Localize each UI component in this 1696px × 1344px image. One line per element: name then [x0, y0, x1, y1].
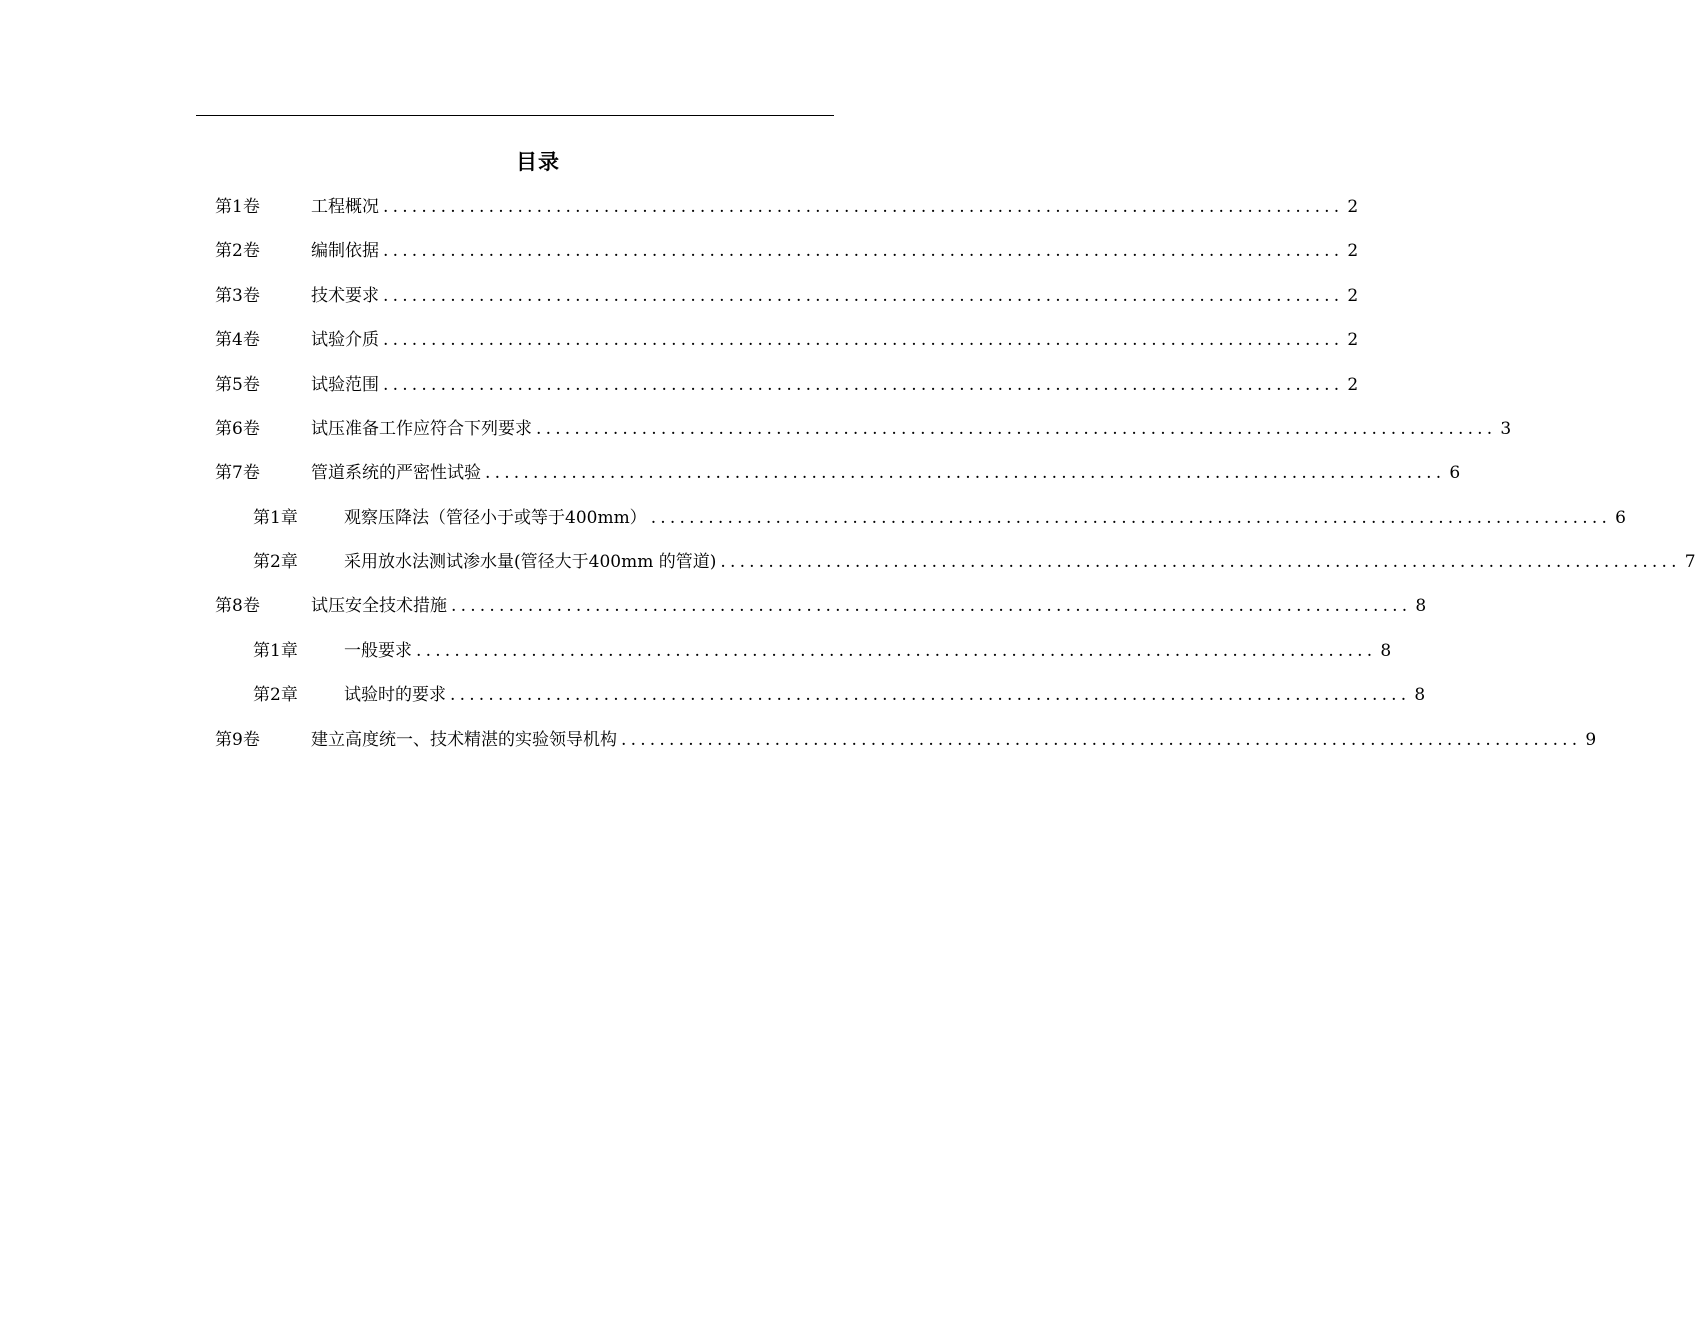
- toc-entry-vol-1[interactable]: [215, 194, 1359, 220]
- toc-leader-dots: ....................................................................................................: [621, 730, 1582, 750]
- toc-entry-number: 第2卷: [215, 241, 260, 261]
- toc-leader-dots: ....................................................................................................: [451, 596, 1412, 616]
- toc-entry-number: 第1章: [253, 508, 298, 528]
- toc-entry-vol-8-chapter-2[interactable]: [253, 682, 1426, 708]
- toc-entry-title: 试压安全技术措施: [311, 596, 447, 616]
- toc-entry-vol-7[interactable]: [215, 460, 1461, 486]
- toc-leader-dots: ....................................................................................................: [720, 552, 1681, 572]
- toc-entry-title: 试验介质: [311, 330, 379, 350]
- toc-entry-vol-8-chapter-1[interactable]: [253, 638, 1392, 664]
- toc-entry-vol-6[interactable]: [215, 416, 1512, 442]
- toc-entry-page: 2: [1347, 330, 1359, 350]
- toc-entry-vol-3[interactable]: [215, 283, 1359, 309]
- toc-entry-page: 8: [1415, 596, 1427, 616]
- toc-entry-title: 采用放水法测试渗水量(管径大于400mm 的管道): [344, 552, 717, 572]
- toc-entry-page: 8: [1414, 685, 1426, 705]
- toc-entry-title: 试压准备工作应符合下列要求: [311, 419, 532, 439]
- toc-leader-dots: ....................................................................................................: [383, 375, 1344, 395]
- toc-entry-page: 8: [1380, 641, 1392, 661]
- toc-entry-page: 2: [1347, 197, 1359, 217]
- toc-entry-title: 试验时的要求: [344, 685, 446, 705]
- toc-entry-vol-5[interactable]: [215, 372, 1359, 398]
- toc-title: 目录: [516, 149, 560, 174]
- toc-entry-title: 观察压降法（管径小于或等于400mm）: [344, 508, 647, 528]
- toc-entry-number: 第4卷: [215, 330, 260, 350]
- toc-entry-title: 编制依据: [311, 241, 379, 261]
- toc-entry-number: 第7卷: [215, 463, 260, 483]
- toc-entry-title: 一般要求: [344, 641, 412, 661]
- toc-entry-number: 第8卷: [215, 596, 260, 616]
- toc-entry-vol-7-chapter-2[interactable]: [253, 549, 1696, 575]
- toc-entry-title: 技术要求: [311, 286, 379, 306]
- toc-entry-number: 第5卷: [215, 375, 260, 395]
- toc-leader-dots: ....................................................................................................: [450, 685, 1411, 705]
- toc-entry-page: 9: [1585, 730, 1597, 750]
- toc-entry-vol-7-chapter-1[interactable]: [253, 505, 1626, 531]
- toc-entry-number: 第6卷: [215, 419, 260, 439]
- toc-entry-number: 第1卷: [215, 197, 260, 217]
- header-rule: [196, 115, 834, 116]
- toc-entry-number: 第3卷: [215, 286, 260, 306]
- toc-entry-vol-2[interactable]: [215, 238, 1359, 264]
- toc-entry-title: 工程概况: [311, 197, 379, 217]
- toc-leader-dots: ....................................................................................................: [485, 463, 1446, 483]
- toc-entry-page: 6: [1615, 508, 1626, 528]
- toc-leader-dots: ....................................................................................................: [650, 508, 1612, 528]
- toc-entry-number: 第9卷: [215, 730, 260, 750]
- toc-leader-dots: ....................................................................................................: [536, 419, 1497, 439]
- toc-entry-title: 试验范围: [311, 375, 379, 395]
- toc-entry-number: 第2章: [253, 685, 298, 705]
- toc-entry-page: 2: [1347, 241, 1359, 261]
- toc-leader-dots: ....................................................................................................: [383, 197, 1344, 217]
- toc-entry-page: 7: [1684, 552, 1696, 572]
- toc-entry-page: 2: [1347, 286, 1359, 306]
- toc-entry-number: 第1章: [253, 641, 298, 661]
- toc-leader-dots: ....................................................................................................: [383, 330, 1344, 350]
- toc-entry-number: 第2章: [253, 552, 298, 572]
- toc-entry-title: 建立高度统一、技术精湛的实验领导机构: [311, 730, 617, 750]
- toc-leader-dots: ....................................................................................................: [383, 286, 1344, 306]
- toc-entry-vol-9[interactable]: [215, 727, 1597, 753]
- toc-leader-dots: ....................................................................................................: [383, 241, 1344, 261]
- toc-entry-vol-8[interactable]: [215, 593, 1427, 619]
- toc-leader-dots: ....................................................................................................: [416, 641, 1377, 661]
- toc-entry-title: 管道系统的严密性试验: [311, 463, 481, 483]
- toc-entry-page: 3: [1500, 419, 1512, 439]
- toc-entry-page: 2: [1347, 375, 1359, 395]
- toc-entry-vol-4[interactable]: [215, 327, 1359, 353]
- toc-entry-page: 6: [1449, 463, 1461, 483]
